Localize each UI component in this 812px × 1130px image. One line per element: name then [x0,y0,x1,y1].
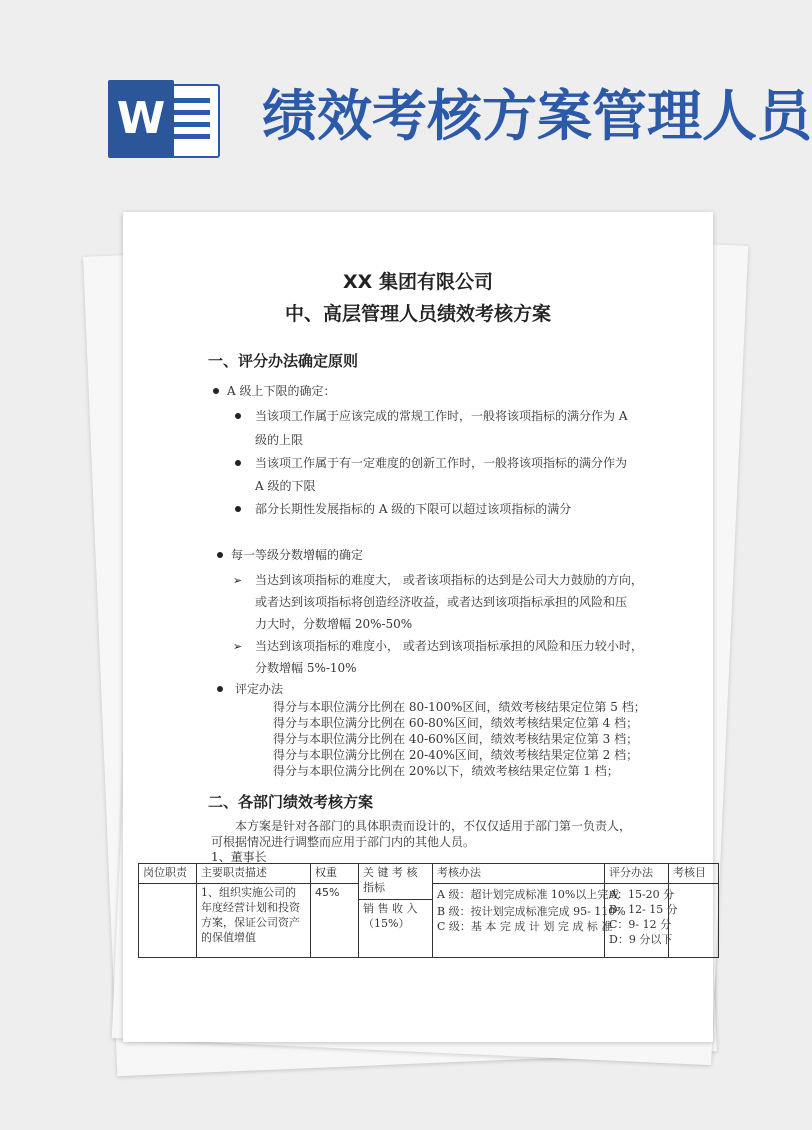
bullet-b-text: 每一等级分数增幅的确定 [231,548,364,562]
table-cell-score [605,884,678,958]
table-cell-weight: 45% [311,884,359,958]
arrow1-line1: 当达到该项指标的难度大， 或者该项指标的达到是公司大力鼓励的方向， [255,573,643,587]
table-cell-kpi: 销 售 收 入（15%） [359,900,433,958]
section1-heading: 一、评分办法确定原则 [208,352,359,370]
section2-heading: 二、各部门绩效考核方案 [208,793,374,811]
bullet-dot [235,460,241,466]
bullet-dot [235,506,241,512]
section2-para-line1: 本方案是针对各部门的具体职责而设计的，不仅仅适用于部门第一负责人， [235,819,632,833]
bullet-a-text: A 级上下限的确定： [227,384,336,398]
table-cell-method [433,884,626,958]
score-line: B：12- 15 分 [609,903,678,916]
arrow1-line3: 力大时，分数增幅 20%-50% [255,617,413,631]
table-cell-target [669,884,719,958]
banner-title: 绩效考核方案管理人员 [262,84,812,148]
rating-line: 得分与本职位满分比例在 20%以下，绩效考核结果定位第 1 档； [273,764,619,778]
bullet-dot [235,413,241,419]
arrow2-line1: 当达到该项指标的难度小， 或者达到该项指标承担的风险和压力较小时， [255,639,643,653]
section2-subheading: 1、董事长 [211,850,267,864]
rating-line: 得分与本职位满分比例在 60-80%区间，绩效考核结果定位第 4 档； [273,716,639,730]
bullet-dot [217,552,223,558]
score-line: D：9 分以下 [609,933,673,946]
rating-line: 得分与本职位满分比例在 40-60%区间，绩效考核结果定位第 3 档； [273,732,639,746]
arrow2-line2: 分数增幅 5%-10% [255,661,357,675]
bullet-dot [213,388,219,394]
section2-para-line2: 可根据情况进行调整而应用于部门内的其他人员。 [211,835,476,849]
table-header-cell: 考核办法 [433,864,605,884]
table-header-cell: 考核目 [669,864,719,884]
score-line: A：15-20 分 [609,888,675,901]
word-logo-icon [108,80,220,158]
table-cell-description: 1、组织实施公司的年度经营计划和投资方案，保证公司资产的保值增值 [197,884,311,958]
arrow1-line2: 或者达到该项指标将创造经济收益，或者达到该项指标承担的风险和压 [255,595,628,609]
bullet-dot [217,686,223,692]
table-header-cell: 岗位职责 [139,864,197,884]
sub2-line1: 当该项工作属于有一定难度的创新工作时，一般将该项指标的满分作为 [255,456,628,470]
arrow-bullet-icon: ➢ [233,574,243,587]
sub3-text: 部分长期性发展指标的 A 级的下限可以超过该项指标的满分 [255,502,572,516]
document-page [123,212,713,1042]
method-line: B 级：按计划完成标准完成 95- 110% [437,905,626,918]
company-name: XX 集团有限公司 [343,271,493,293]
table-header-cell: 关 键 考 核 指标 [359,864,433,900]
method-line: C 级：基 本 完 成 计 划 完 成 标 准 [437,920,613,933]
sub1-line2: 级的上限 [255,433,304,447]
rating-line: 得分与本职位满分比例在 80-100%区间，绩效考核结果定位第 5 档； [273,700,646,714]
arrow-bullet-icon: ➢ [233,640,243,653]
plan-title: 中、高层管理人员绩效考核方案 [284,303,551,325]
rating-line: 得分与本职位满分比例在 20-40%区间，绩效考核结果定位第 2 档； [273,748,639,762]
sub1-line1: 当该项工作属于应该完成的常规工作时，一般将该项指标的满分作为 A [255,409,628,423]
score-line: C：9- 12 分 [609,918,672,931]
method-line: A 级：超计划完成标准 10%以上完成 [437,888,620,901]
sub2-line2: A 级的下限 [255,479,316,493]
table-header-cell: 权重 [311,864,359,884]
table-cell-duty [139,884,197,958]
table-header-cell: 评分办法 [605,864,669,884]
bullet-c-text: 评定办法 [235,682,284,696]
table-header-cell: 主要职责描述 [197,864,311,884]
kpi-table [138,863,719,958]
word-logo-letter: W [108,80,174,158]
